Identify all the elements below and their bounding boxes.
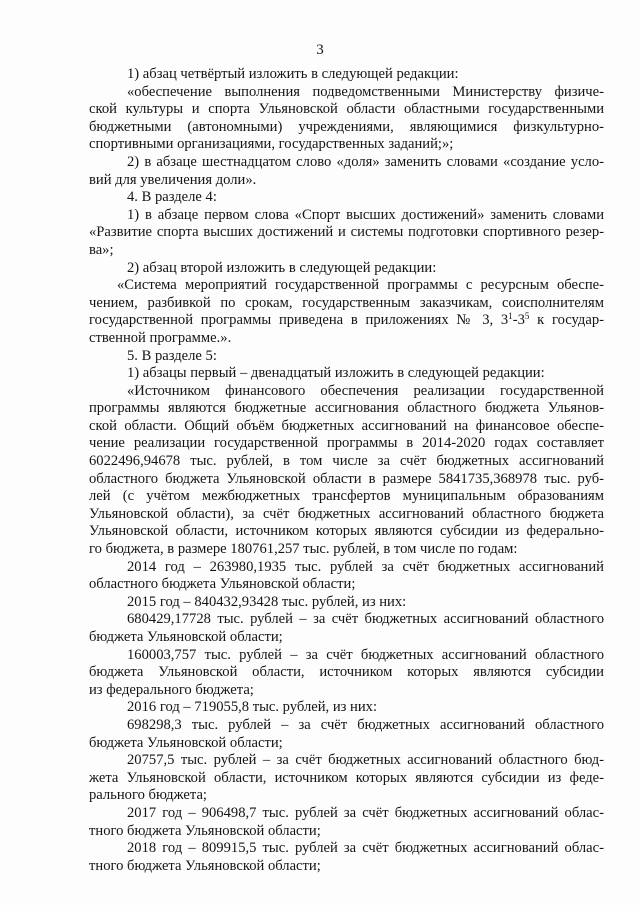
text-line: тного бюджета Ульяновской области; [89,822,321,839]
text-line: 2015 год – 840432,93428 тыс. рублей, из них: [127,593,407,610]
text-line-appendix-reference [89,312,604,330]
text-line: бюджета Ульяновской области; [89,629,283,645]
text-line: 20757,5 тыс. рублей – за счёт бюджетных ассигнований областного бюд- [127,752,604,769]
text-line: чением, разбивкой по срокам, государственным заказчикам, соисполнителям [89,294,604,311]
section-heading: 4. В разделе 4: [127,189,217,206]
text-line: из федерального бюджета; [89,681,254,698]
text-line: 2014 год – 263980,1935 тыс. рублей за счёт бюджетных ассигнований [127,558,604,575]
text-line: чение реализации государственной программы в 2014-2020 годах составляет [89,435,604,452]
text-line: 6022496,94678 тыс. рублей, в том числе за счёт бюджетных ассигнований [89,453,604,470]
text-line: областного бюджета Ульяновской области; [89,576,356,593]
document-body [89,66,604,875]
superscript-5: 5 [524,311,530,322]
text-line: «Развитие спорта высших достижений и системы подготовки спортивного резер- [89,224,604,241]
text-line: бюджетными (автономными) учреждениями, являющимися физкультурно- [89,118,604,135]
text-line: тного бюджета Ульяновской области; [89,857,321,874]
text-line: 2018 год – 809915,5 тыс. рублей за счёт бюджетных ассигнований облас- [127,840,604,857]
text-line: областного бюджета Ульяновской области в размере 5841735,368978 тыс. руб- [89,470,604,487]
text-line: 2) в абзаце шестнадцатом слово «доля» заменить словами «создание усло- [127,153,604,170]
text-line: 680429,17728 тыс. рублей – за счёт бюджетных ассигнований областного [127,611,604,628]
appendix-dash: -3 [512,312,525,329]
text-line: спортивными организациями, государственных заданий;»; [89,136,454,153]
appendix-text-before: государственной программы приведена в приложениях № 3, 3 [89,312,509,329]
text-line: го бюджета, в размере 180761,257 тыс. рублей, в том числе по годам: [89,541,518,558]
superscript-1: 1 [508,311,513,322]
text-line: ственной программе.». [89,329,232,346]
text-line: лей (с учётом межбюджетных трансфертов муниципальным образованиям [89,488,604,505]
text-line: ской культуры и спорта Ульяновской области областными государственными [89,101,604,118]
text-line: 2) абзац второй изложить в следующей редакции: [127,259,437,276]
appendix-text-after: к государ- [529,312,604,329]
text-line: рального бюджета; [89,787,207,804]
text-line: 160003,757 тыс. рублей – за счёт бюджетных ассигнований областного [127,646,604,663]
text-line: «Источником финансового обеспечения реализации государственной [127,382,604,399]
text-line: ва»; [89,241,114,258]
text-line: 1) абзац четвёртый изложить в следующей редакции: [127,66,459,82]
text-line: «Система мероприятий государственной программы с ресурсным обеспе- [117,277,604,294]
text-line: 2017 год – 906498,7 тыс. рублей за счёт бюджетных ассигнований облас- [127,804,604,821]
text-line: 1) абзацы первый – двенадцатый изложить в следующей редакции: [127,365,545,382]
text-line: Ульяновской области, источником которых являются субсидии из федерально- [89,523,604,540]
page-number: 3 [316,42,324,58]
text-line: 1) в абзаце первом слова «Спорт высших достижений» заменить словами [127,206,604,223]
text-line: бюджета Ульяновской области; [89,734,283,751]
text-line: бюджета Ульяновской области, источником которых являются субсидии [89,664,604,681]
text-line: вий для увеличения доли». [89,171,257,188]
section-heading: 5. В разделе 5: [127,347,217,364]
text-line: «обеспечение выполнения подведомственными Министерству физиче- [127,83,604,100]
text-line: 2016 год – 719055,8 тыс. рублей, из них: [127,699,378,716]
text-line: программы являются бюджетные ассигнования областного бюджета Ульянов- [89,400,604,417]
text-line: Ульяновской области), за счёт бюджетных ассигнований областного бюджета [89,505,604,522]
text-line: 698298,3 тыс. рублей – за счёт бюджетных ассигнований областного [127,716,604,733]
text-line: жета Ульяновской области, источником которых являются субсидии из феде- [89,769,604,786]
text-line: ской области. Общий объём бюджетных ассигнований на финансовое обеспе- [89,417,604,434]
